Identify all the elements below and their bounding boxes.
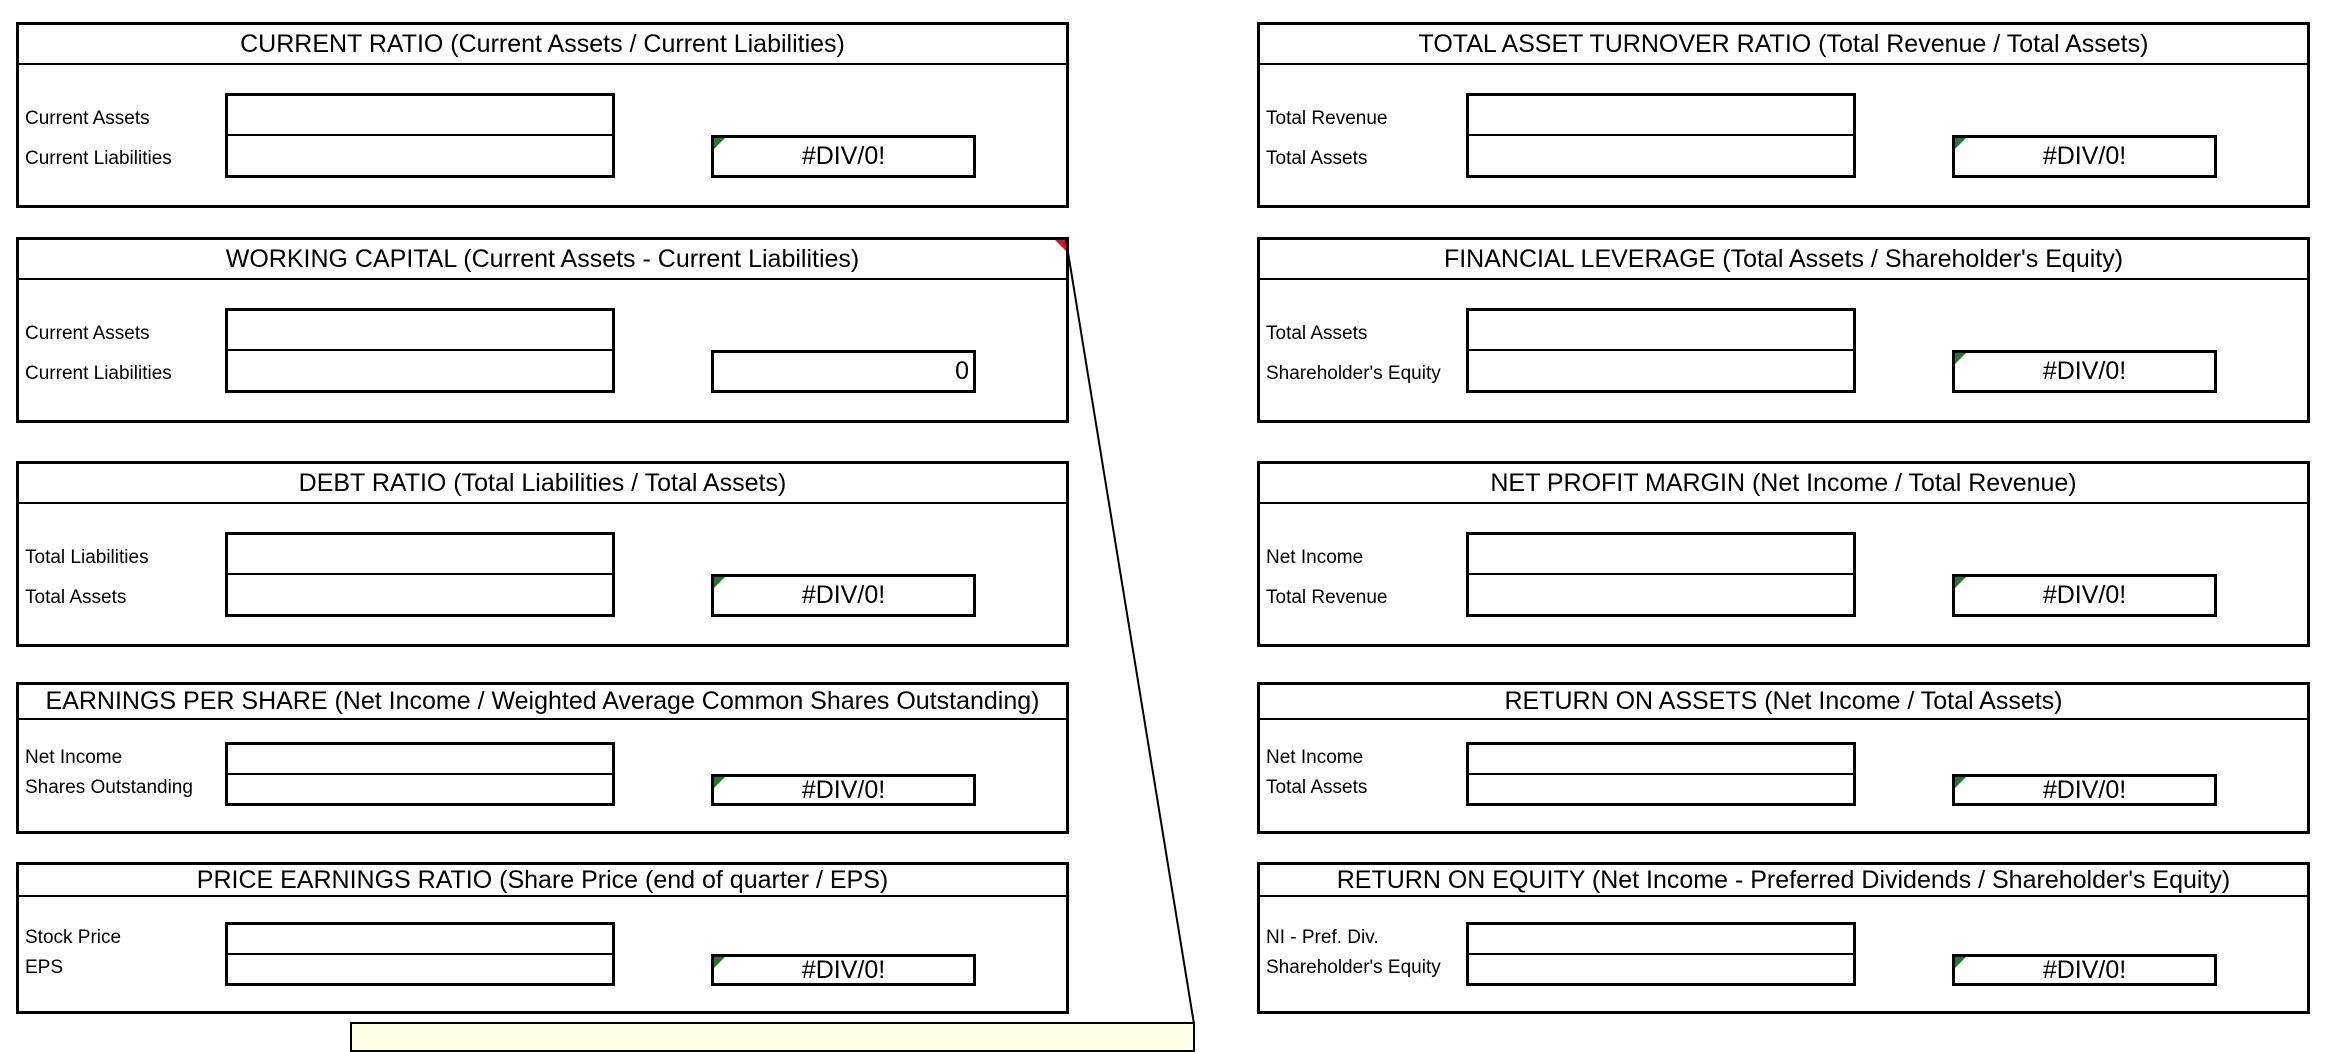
error-indicator-icon <box>714 577 725 588</box>
input-label-2: Shareholder's Equity <box>1266 363 1441 384</box>
input-label-2: Total Assets <box>1266 777 1368 798</box>
input-cell-group <box>1466 922 1856 986</box>
input-label-2: EPS <box>25 957 64 978</box>
input-cell-2[interactable] <box>1469 351 1853 390</box>
input-cell-group <box>225 742 615 806</box>
panel-title: RETURN ON ASSETS (Net Income / Total Assets) <box>1260 685 2307 720</box>
current-ratio-panel <box>16 22 1069 208</box>
input-label-1: Stock Price <box>25 927 122 948</box>
input-label-2: Current Liabilities <box>25 363 172 384</box>
input-cell-2[interactable] <box>228 775 612 803</box>
input-label-1: Total Revenue <box>1266 108 1388 129</box>
error-indicator-icon <box>714 777 725 788</box>
input-label-2: Total Assets <box>25 587 127 608</box>
comment-popup[interactable] <box>350 1022 1195 1052</box>
panel-title: DEBT RATIO (Total Liabilities / Total Assets) <box>19 464 1066 504</box>
input-cell-2[interactable] <box>1469 575 1853 614</box>
input-cell-1[interactable] <box>228 745 612 773</box>
result-cell[interactable] <box>1952 574 2217 617</box>
result-value: 0 <box>955 357 969 385</box>
input-cell-1[interactable] <box>1469 925 1853 953</box>
result-value: #DIV/0! <box>801 142 886 170</box>
panel-title: PRICE EARNINGS RATIO (Share Price (end of quarter / EPS) <box>19 865 1066 897</box>
input-cell-2[interactable] <box>228 351 612 390</box>
input-label-1: Net Income <box>1266 547 1364 568</box>
input-cell-2[interactable] <box>228 575 612 614</box>
result-cell[interactable] <box>711 774 976 806</box>
net-profit-margin-panel <box>1257 461 2310 647</box>
input-cell-group <box>225 532 615 617</box>
input-label-1: NI - Pref. Div. <box>1266 927 1379 948</box>
input-cell-2[interactable] <box>228 136 612 175</box>
result-value: #DIV/0! <box>2042 776 2127 804</box>
return-on-assets-panel <box>1257 682 2310 834</box>
input-cell-1[interactable] <box>228 96 612 134</box>
input-cell-1[interactable] <box>228 311 612 349</box>
result-value: #DIV/0! <box>801 956 886 984</box>
input-cell-group <box>1466 742 1856 806</box>
error-indicator-icon <box>714 957 725 968</box>
input-label-2: Current Liabilities <box>25 148 172 169</box>
financial-leverage-panel <box>1257 237 2310 423</box>
input-cell-group <box>1466 93 1856 178</box>
earnings-per-share-panel <box>16 682 1069 834</box>
result-cell[interactable] <box>711 350 976 393</box>
panel-title: NET PROFIT MARGIN (Net Income / Total Revenue) <box>1260 464 2307 504</box>
input-cell-1[interactable] <box>1469 311 1853 349</box>
input-cell-1[interactable] <box>228 535 612 573</box>
result-value: #DIV/0! <box>2042 142 2127 170</box>
input-cell-2[interactable] <box>1469 136 1853 175</box>
panel-title: EARNINGS PER SHARE (Net Income / Weighted Average Common Shares Outstanding) <box>19 685 1066 720</box>
input-label-1: Current Assets <box>25 323 150 344</box>
error-indicator-icon <box>1955 777 1966 788</box>
input-cell-2[interactable] <box>228 955 612 983</box>
result-cell[interactable] <box>711 954 976 986</box>
total-asset-turnover-panel <box>1257 22 2310 208</box>
result-cell[interactable] <box>711 135 976 178</box>
return-on-equity-panel <box>1257 862 2310 1014</box>
result-cell[interactable] <box>1952 135 2217 178</box>
input-label-2: Shareholder's Equity <box>1266 957 1441 978</box>
input-label-1: Current Assets <box>25 108 150 129</box>
input-label-1: Net Income <box>1266 747 1364 768</box>
panel-title: WORKING CAPITAL (Current Assets - Current Liabilities) <box>19 240 1066 280</box>
result-value: #DIV/0! <box>801 581 886 609</box>
input-label-1: Total Assets <box>1266 323 1368 344</box>
panel-title: CURRENT RATIO (Current Assets / Current Liabilities) <box>19 25 1066 65</box>
result-cell[interactable] <box>711 574 976 617</box>
input-label-2: Shares Outstanding <box>25 777 193 798</box>
result-value: #DIV/0! <box>2042 956 2127 984</box>
input-cell-group <box>225 93 615 178</box>
error-indicator-icon <box>714 138 725 149</box>
result-cell[interactable] <box>1952 350 2217 393</box>
working-capital-panel <box>16 237 1069 423</box>
input-cell-2[interactable] <box>1469 955 1853 983</box>
input-cell-1[interactable] <box>228 925 612 953</box>
input-cell-1[interactable] <box>1469 535 1853 573</box>
panel-title: TOTAL ASSET TURNOVER RATIO (Total Revenue / Total Assets) <box>1260 25 2307 65</box>
error-indicator-icon <box>1955 577 1966 588</box>
error-indicator-icon <box>1955 138 1966 149</box>
result-cell[interactable] <box>1952 954 2217 986</box>
panel-title: FINANCIAL LEVERAGE (Total Assets / Shareholder's Equity) <box>1260 240 2307 280</box>
input-label-1: Net Income <box>25 747 123 768</box>
debt-ratio-panel <box>16 461 1069 647</box>
input-cell-group <box>225 922 615 986</box>
price-earnings-ratio-panel <box>16 862 1069 1014</box>
result-value: #DIV/0! <box>2042 357 2127 385</box>
error-indicator-icon <box>1955 353 1966 364</box>
result-cell[interactable] <box>1952 774 2217 806</box>
input-cell-group <box>1466 308 1856 393</box>
input-cell-1[interactable] <box>1469 96 1853 134</box>
comment-indicator-icon[interactable] <box>1055 240 1066 251</box>
panel-title: RETURN ON EQUITY (Net Income - Preferred Dividends / Shareholder's Equity) <box>1260 865 2307 897</box>
input-cell-2[interactable] <box>1469 775 1853 803</box>
input-cell-1[interactable] <box>1469 745 1853 773</box>
result-value: #DIV/0! <box>2042 581 2127 609</box>
input-cell-group <box>225 308 615 393</box>
input-label-1: Total Liabilities <box>25 547 149 568</box>
error-indicator-icon <box>1955 957 1966 968</box>
result-value: #DIV/0! <box>801 776 886 804</box>
input-cell-group <box>1466 532 1856 617</box>
input-label-2: Total Assets <box>1266 148 1368 169</box>
input-label-2: Total Revenue <box>1266 587 1388 608</box>
